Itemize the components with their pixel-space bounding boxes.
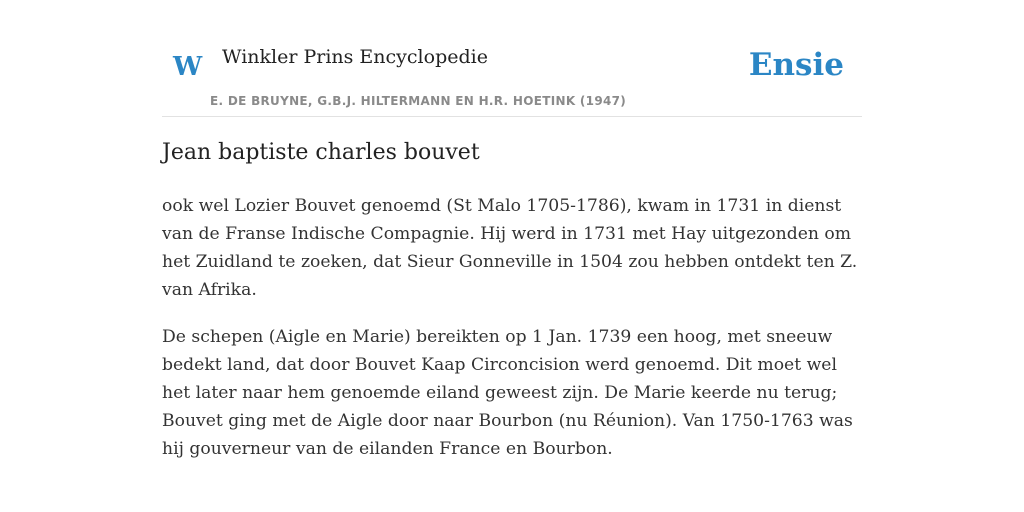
- ensie-brand-link[interactable]: Ensie: [748, 47, 844, 83]
- source-authors: E. DE BRUYNE, G.B.J. HILTERMANN EN H.R. HOETINK (1947): [210, 94, 627, 108]
- source-header: [162, 0, 862, 117]
- article-paragraph: De schepen (Aigle en Marie) bereikten op 1 Jan. 1739 een hoog, met sneeuw bedekt land, dat door Bouvet Kaap Circoncision werd genoemd. Dit moet wel het later naar hem genoemde eiland geweest zijn. De Marie keerde nu terug; Bouvet ging met de Aigle door naar Bourbon (nu Réunion). Van 1750-1763 was hij gouverneur van de eilanden France en Bourbon.: [162, 327, 853, 459]
- article-body: [162, 192, 862, 482]
- article-page: [162, 0, 862, 512]
- winkler-prins-logo-icon: W: [173, 52, 203, 82]
- source-title[interactable]: Winkler Prins Encyclopedie: [222, 46, 488, 68]
- article-title: Jean baptiste charles bouvet: [162, 140, 480, 165]
- article-paragraph: ook wel Lozier Bouvet genoemd (St Malo 1705-1786), kwam in 1731 in dienst van de Franse Indische Compagnie. Hij werd in 1731 met Hay uitgezonden om het Zuidland te zoeken, dat Sieur Gonneville in 1504 zou hebben ontdekt ten Z. van Afrika.: [162, 196, 858, 300]
